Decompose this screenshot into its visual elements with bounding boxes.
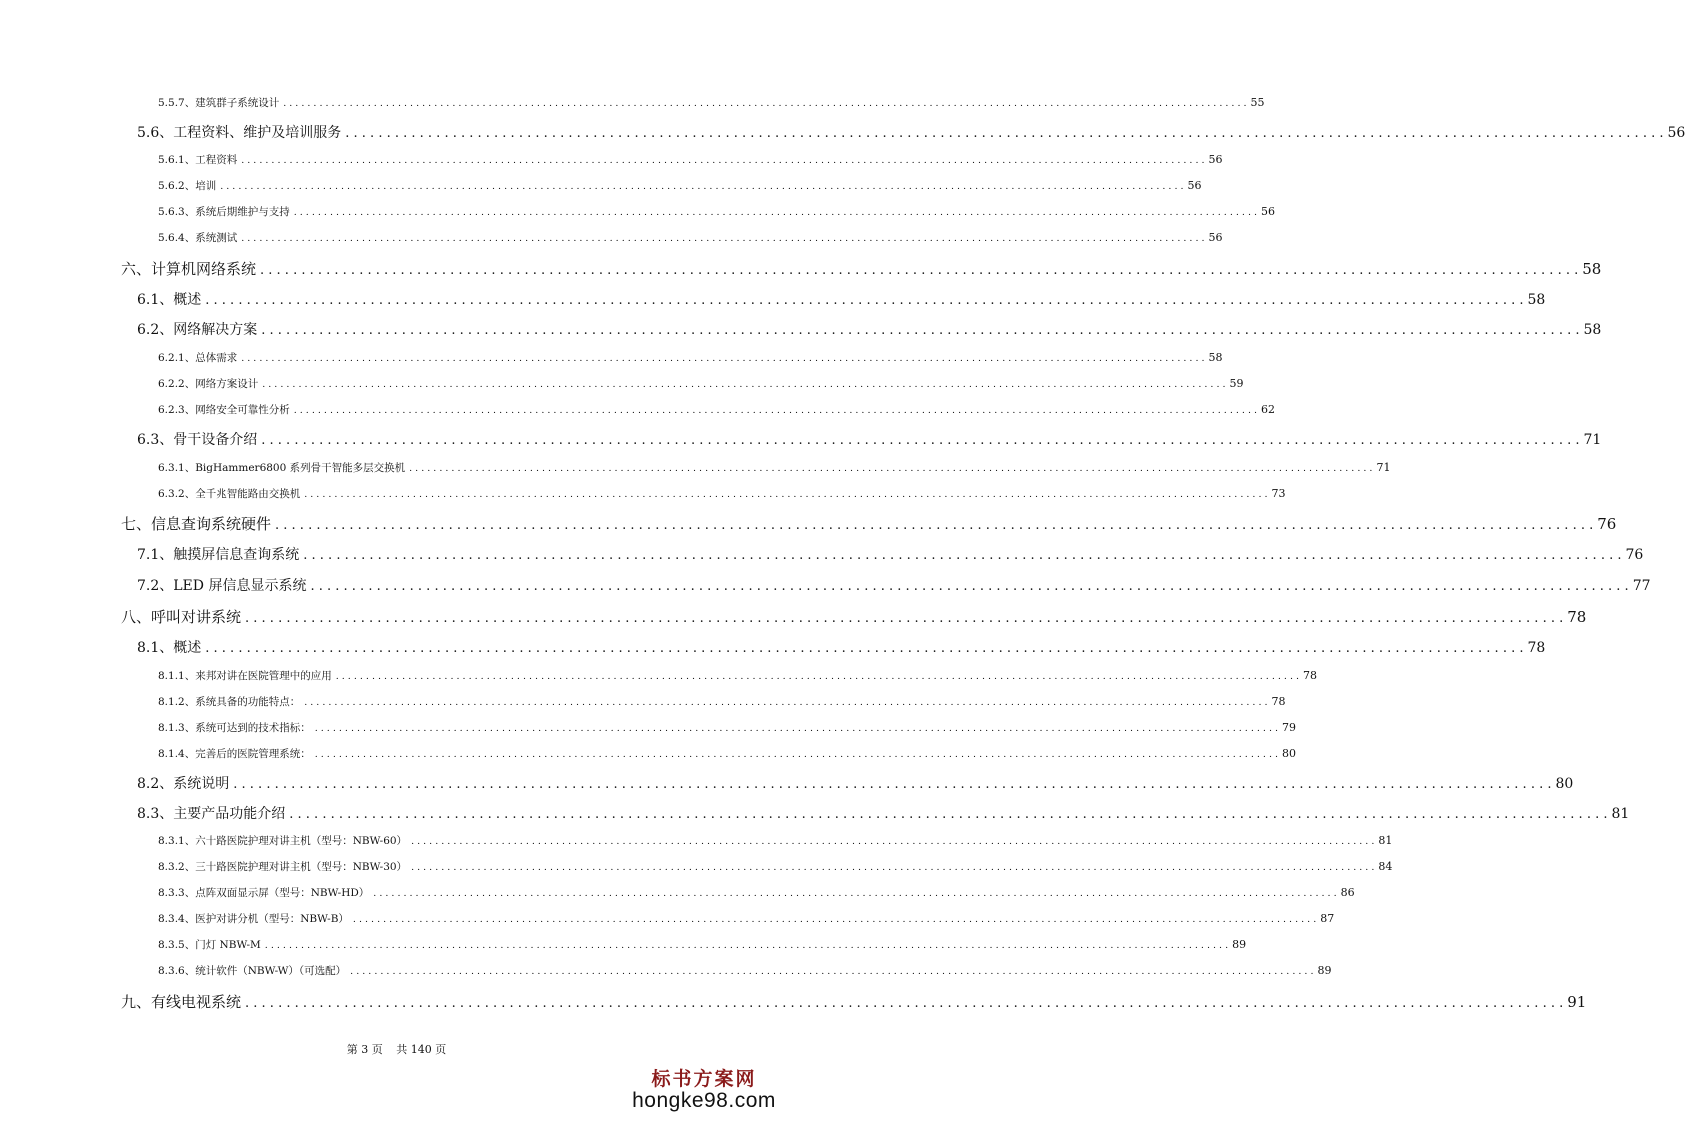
toc-entry-page: 78 bbox=[1527, 640, 1546, 656]
toc-entry-title: 5.6.2、培训 bbox=[158, 180, 217, 192]
toc-entry-title: 6.2.1、总体需求 bbox=[158, 352, 238, 364]
toc-entry-page: 81 bbox=[1611, 806, 1630, 822]
toc-entry-page: 76 bbox=[1597, 515, 1617, 533]
toc-entry-title: 8.3.1、六十路医院护理对讲主机（型号：NBW-60） bbox=[158, 835, 408, 847]
toc-dot-leader: . . . . . . . . . . . . . . . . . . . . . . . . . . . . . . . . . . . . . . . . . . . . . . . . . . . . . . . . . . . . . . . . . . . . . . . . . . . . . . . . . . . . . . . . . . . . . . . . . . . . . . . . . . . . . . . . . . . . . . . . . . . . . . . . . . . . . . . . . . . . . . . . . . . . . . . . . . . . . . . . bbox=[352, 914, 1317, 925]
toc-entry[interactable] bbox=[158, 460, 1391, 475]
toc-dot-leader: . . . . . . . . . . . . . . . . . . . . . . . . . . . . . . . . . . . . . . . . . . . . . . . . . . . . . . . . . . . . . . . . . . . . . . . . . . . . . . . . . . . . . . . . . . . . . . . . . . . . . . . . . . . . . . . . . . . . . . . . . . . . . . . . . . . . . . . . . . . . . . . . . . . . . . . . . . . . . . . . bbox=[275, 518, 1594, 533]
toc-dot-leader: . . . . . . . . . . . . . . . . . . . . . . . . . . . . . . . . . . . . . . . . . . . . . . . . . . . . . . . . . . . . . . . . . . . . . . . . . . . . . . . . . . . . . . . . . . . . . . . . . . . . . . . . . . . . . . . . . . . . . . . . . . . . . . . . . . . . . . . . . . . . . . . . . . . . . . . . . . . . . . . . bbox=[245, 996, 1564, 1011]
toc-entry-page: 80 bbox=[1555, 776, 1574, 792]
toc-entry[interactable] bbox=[158, 350, 1223, 365]
toc-entry-page: 86 bbox=[1340, 886, 1355, 899]
toc-entry-page: 81 bbox=[1378, 834, 1393, 847]
toc-entry-title: 5.6.1、工程资料 bbox=[158, 154, 238, 166]
toc-entry[interactable] bbox=[158, 911, 1335, 926]
toc-dot-leader: . . . . . . . . . . . . . . . . . . . . . . . . . . . . . . . . . . . . . . . . . . . . . . . . . . . . . . . . . . . . . . . . . . . . . . . . . . . . . . . . . . . . . . . . . . . . . . . . . . . . . . . . . . . . . . . . . . . . . . . . . . . . . . . . . . . . . . . . . . . . . . . . . . . . . . . . . . . . . . . . bbox=[289, 807, 1608, 822]
toc-entry[interactable] bbox=[137, 544, 1644, 564]
toc-entry-page: 71 bbox=[1583, 432, 1602, 448]
toc-entry-title: 6.2.3、网络安全可靠性分析 bbox=[158, 404, 290, 416]
toc-entry-page: 77 bbox=[1632, 578, 1651, 594]
toc-entry[interactable] bbox=[121, 991, 1587, 1012]
toc-entry-title: 5.6.3、系统后期维护与支持 bbox=[158, 206, 290, 218]
toc-entry[interactable] bbox=[158, 859, 1393, 874]
toc-entry[interactable] bbox=[158, 694, 1286, 709]
toc-entry-page: 78 bbox=[1303, 669, 1318, 682]
toc-dot-leader: . . . . . . . . . . . . . . . . . . . . . . . . . . . . . . . . . . . . . . . . . . . . . . . . . . . . . . . . . . . . . . . . . . . . . . . . . . . . . . . . . . . . . . . . . . . . . . . . . . . . . . . . . . . . . . . . . . . . . . . . . . . . . . . . . . . . . . . . . . . . . . . . . . . . . . . . . . . . . . . . bbox=[241, 233, 1205, 244]
page-number: 第 3 页 bbox=[346, 1043, 383, 1056]
toc-entry-title: 8.3.4、医护对讲分机（型号：NBW-B） bbox=[158, 913, 349, 925]
toc-dot-leader: . . . . . . . . . . . . . . . . . . . . . . . . . . . . . . . . . . . . . . . . . . . . . . . . . . . . . . . . . . . . . . . . . . . . . . . . . . . . . . . . . . . . . . . . . . . . . . . . . . . . . . . . . . . . . . . . . . . . . . . . . . . . . . . . . . . . . . . . . . . . . . . . . . . . . . . . . . . . . . . . bbox=[220, 181, 1184, 192]
toc-dot-leader: . . . . . . . . . . . . . . . . . . . . . . . . . . . . . . . . . . . . . . . . . . . . . . . . . . . . . . . . . . . . . . . . . . . . . . . . . . . . . . . . . . . . . . . . . . . . . . . . . . . . . . . . . . . . . . . . . . . . . . . . . . . . . . . . . . . . . . . . . . . . . . . . . . . . . . . . . . . . . . . . bbox=[233, 777, 1552, 792]
toc-entry[interactable] bbox=[158, 230, 1223, 245]
toc-dot-leader: . . . . . . . . . . . . . . . . . . . . . . . . . . . . . . . . . . . . . . . . . . . . . . . . . . . . . . . . . . . . . . . . . . . . . . . . . . . . . . . . . . . . . . . . . . . . . . . . . . . . . . . . . . . . . . . . . . . . . . . . . . . . . . . . . . . . . . . . . . . . . . . . . . . . . . . . . . . . . . . . bbox=[304, 489, 1268, 500]
toc-entry-title: 8.3.5、门灯 NBW-M bbox=[158, 939, 261, 951]
toc-entry[interactable] bbox=[158, 204, 1276, 219]
toc-entry-page: 84 bbox=[1378, 860, 1393, 873]
toc-entry-title: 7.1、触摸屏信息查询系统 bbox=[137, 547, 300, 563]
toc-entry-page: 59 bbox=[1229, 377, 1244, 390]
toc-entry-page: 89 bbox=[1317, 964, 1332, 977]
toc-entry-title: 九、有线电视系统 bbox=[121, 993, 242, 1011]
toc-entry[interactable] bbox=[158, 486, 1286, 501]
toc-entry-title: 5.6.4、系统测试 bbox=[158, 232, 238, 244]
toc-entry[interactable] bbox=[158, 178, 1202, 193]
toc-entry-page: 62 bbox=[1261, 403, 1276, 416]
page-footer bbox=[0, 1041, 793, 1057]
toc-dot-leader: . . . . . . . . . . . . . . . . . . . . . . . . . . . . . . . . . . . . . . . . . . . . . . . . . . . . . . . . . . . . . . . . . . . . . . . . . . . . . . . . . . . . . . . . . . . . . . . . . . . . . . . . . . . . . . . . . . . . . . . . . . . . . . . . . . . . . . . . . . . . . . . . . . . . . . . . . . . . . . . . bbox=[411, 862, 1375, 873]
toc-entry-title: 8.1.4、完善后的医院管理系统： bbox=[158, 748, 311, 760]
toc-entry-title: 8.1、概述 bbox=[137, 640, 202, 656]
toc-entry-page: 58 bbox=[1527, 292, 1546, 308]
toc-entry-title: 八、呼叫对讲系统 bbox=[121, 608, 242, 626]
toc-entry[interactable] bbox=[158, 885, 1355, 900]
toc-entry[interactable] bbox=[158, 376, 1244, 391]
toc-entry-title: 5.6、工程资料、维护及培训服务 bbox=[137, 125, 342, 141]
toc-entry-page: 58 bbox=[1582, 260, 1602, 278]
toc-dot-leader: . . . . . . . . . . . . . . . . . . . . . . . . . . . . . . . . . . . . . . . . . . . . . . . . . . . . . . . . . . . . . . . . . . . . . . . . . . . . . . . . . . . . . . . . . . . . . . . . . . . . . . . . . . . . . . . . . . . . . . . . . . . . . . . . . . . . . . . . . . . . . . . . . . . . . . . . . . . . . . . . bbox=[241, 353, 1205, 364]
toc-dot-leader: . . . . . . . . . . . . . . . . . . . . . . . . . . . . . . . . . . . . . . . . . . . . . . . . . . . . . . . . . . . . . . . . . . . . . . . . . . . . . . . . . . . . . . . . . . . . . . . . . . . . . . . . . . . . . . . . . . . . . . . . . . . . . . . . . . . . . . . . . . . . . . . . . . . . . . . . . . . . . . . . bbox=[261, 433, 1580, 448]
toc-entry[interactable] bbox=[158, 95, 1265, 110]
toc-entry-page: 56 bbox=[1208, 231, 1223, 244]
toc-dot-leader: . . . . . . . . . . . . . . . . . . . . . . . . . . . . . . . . . . . . . . . . . . . . . . . . . . . . . . . . . . . . . . . . . . . . . . . . . . . . . . . . . . . . . . . . . . . . . . . . . . . . . . . . . . . . . . . . . . . . . . . . . . . . . . . . . . . . . . . . . . . . . . . . . . . . . . . . . . . . . . . . bbox=[373, 888, 1337, 899]
toc-dot-leader: . . . . . . . . . . . . . . . . . . . . . . . . . . . . . . . . . . . . . . . . . . . . . . . . . . . . . . . . . . . . . . . . . . . . . . . . . . . . . . . . . . . . . . . . . . . . . . . . . . . . . . . . . . . . . . . . . . . . . . . . . . . . . . . . . . . . . . . . . . . . . . . . . . . . . . . . . . . . . . . . bbox=[350, 966, 1314, 977]
toc-dot-leader: . . . . . . . . . . . . . . . . . . . . . . . . . . . . . . . . . . . . . . . . . . . . . . . . . . . . . . . . . . . . . . . . . . . . . . . . . . . . . . . . . . . . . . . . . . . . . . . . . . . . . . . . . . . . . . . . . . . . . . . . . . . . . . . . . . . . . . . . . . . . . . . . . . . . . . . . . . . . . . . . bbox=[293, 405, 1258, 416]
toc-dot-leader: . . . . . . . . . . . . . . . . . . . . . . . . . . . . . . . . . . . . . . . . . . . . . . . . . . . . . . . . . . . . . . . . . . . . . . . . . . . . . . . . . . . . . . . . . . . . . . . . . . . . . . . . . . . . . . . . . . . . . . . . . . . . . . . . . . . . . . . . . . . . . . . . . . . . . . . . . . . . . . . . bbox=[335, 671, 1300, 682]
toc-dot-leader: . . . . . . . . . . . . . . . . . . . . . . . . . . . . . . . . . . . . . . . . . . . . . . . . . . . . . . . . . . . . . . . . . . . . . . . . . . . . . . . . . . . . . . . . . . . . . . . . . . . . . . . . . . . . . . . . . . . . . . . . . . . . . . . . . . . . . . . . . . . . . . . . . . . . . . . . . . . . . . . . bbox=[205, 641, 1524, 656]
toc-entry[interactable] bbox=[158, 937, 1247, 952]
toc-dot-leader: . . . . . . . . . . . . . . . . . . . . . . . . . . . . . . . . . . . . . . . . . . . . . . . . . . . . . . . . . . . . . . . . . . . . . . . . . . . . . . . . . . . . . . . . . . . . . . . . . . . . . . . . . . . . . . . . . . . . . . . . . . . . . . . . . . . . . . . . . . . . . . . . . . . . . . . . . . . . . . . . bbox=[409, 463, 1373, 474]
toc-entry-page: 79 bbox=[1282, 721, 1297, 734]
toc-entry-page: 56 bbox=[1261, 205, 1276, 218]
toc-entry-page: 87 bbox=[1320, 912, 1335, 925]
watermark-logo bbox=[629, 1064, 779, 1113]
toc-entry-title: 七、信息查询系统硬件 bbox=[121, 515, 272, 533]
toc-entry-title: 六、计算机网络系统 bbox=[121, 260, 257, 278]
toc-entry[interactable] bbox=[137, 575, 1651, 595]
toc-dot-leader: . . . . . . . . . . . . . . . . . . . . . . . . . . . . . . . . . . . . . . . . . . . . . . . . . . . . . . . . . . . . . . . . . . . . . . . . . . . . . . . . . . . . . . . . . . . . . . . . . . . . . . . . . . . . . . . . . . . . . . . . . . . . . . . . . . . . . . . . . . . . . . . . . . . . . . . . . . . . . . . . bbox=[314, 749, 1279, 760]
toc-entry-page: 58 bbox=[1583, 322, 1602, 338]
toc-entry[interactable] bbox=[121, 258, 1602, 279]
toc-entry-title: 8.3.2、三十路医院护理对讲主机（型号：NBW-30） bbox=[158, 861, 408, 873]
toc-entry[interactable] bbox=[137, 122, 1685, 142]
toc-entry[interactable] bbox=[158, 833, 1393, 848]
toc-entry[interactable] bbox=[137, 429, 1602, 449]
toc-entry[interactable] bbox=[137, 637, 1546, 657]
toc-entry-title: 7.2、LED 屏信息显示系统 bbox=[137, 578, 307, 594]
toc-entry-title: 8.2、系统说明 bbox=[137, 776, 230, 792]
toc-entry-title: 6.3.1、BigHammer6800 系列骨干智能多层交换机 bbox=[158, 462, 406, 474]
toc-entry-title: 5.5.7、建筑群子系统设计 bbox=[158, 97, 280, 109]
toc-entry[interactable] bbox=[158, 402, 1276, 417]
toc-entry[interactable] bbox=[137, 773, 1574, 793]
toc-dot-leader: . . . . . . . . . . . . . . . . . . . . . . . . . . . . . . . . . . . . . . . . . . . . . . . . . . . . . . . . . . . . . . . . . . . . . . . . . . . . . . . . . . . . . . . . . . . . . . . . . . . . . . . . . . . . . . . . . . . . . . . . . . . . . . . . . . . . . . . . . . . . . . . . . . . . . . . . . . . . . . . . bbox=[411, 836, 1375, 847]
toc-entry-page: 55 bbox=[1250, 96, 1265, 109]
toc-dot-leader: . . . . . . . . . . . . . . . . . . . . . . . . . . . . . . . . . . . . . . . . . . . . . . . . . . . . . . . . . . . . . . . . . . . . . . . . . . . . . . . . . . . . . . . . . . . . . . . . . . . . . . . . . . . . . . . . . . . . . . . . . . . . . . . . . . . . . . . . . . . . . . . . . . . . . . . . . . . . . . . . bbox=[261, 323, 1580, 338]
toc-entry[interactable] bbox=[137, 803, 1630, 823]
toc-entry-title: 6.3、骨干设备介绍 bbox=[137, 432, 258, 448]
toc-entry-title: 6.2.2、网络方案设计 bbox=[158, 378, 259, 390]
toc-entry-page: 89 bbox=[1232, 938, 1247, 951]
toc-entry[interactable] bbox=[158, 746, 1297, 761]
toc-entry-title: 6.3.2、全千兆智能路由交换机 bbox=[158, 488, 301, 500]
toc-entry[interactable] bbox=[158, 152, 1223, 167]
toc-entry-page: 80 bbox=[1282, 747, 1297, 760]
toc-entry[interactable] bbox=[121, 513, 1617, 534]
toc-dot-leader: . . . . . . . . . . . . . . . . . . . . . . . . . . . . . . . . . . . . . . . . . . . . . . . . . . . . . . . . . . . . . . . . . . . . . . . . . . . . . . . . . . . . . . . . . . . . . . . . . . . . . . . . . . . . . . . . . . . . . . . . . . . . . . . . . . . . . . . . . . . . . . . . . . . . . . . . . . . . . . . . bbox=[345, 126, 1664, 141]
toc-entry-page: 73 bbox=[1271, 487, 1286, 500]
watermark-url: hongke98.com bbox=[632, 1089, 776, 1112]
toc-entry[interactable] bbox=[158, 668, 1318, 683]
toc-entry-title: 8.3.3、点阵双面显示屏（型号：NBW-HD） bbox=[158, 887, 370, 899]
toc-dot-leader: . . . . . . . . . . . . . . . . . . . . . . . . . . . . . . . . . . . . . . . . . . . . . . . . . . . . . . . . . . . . . . . . . . . . . . . . . . . . . . . . . . . . . . . . . . . . . . . . . . . . . . . . . . . . . . . . . . . . . . . . . . . . . . . . . . . . . . . . . . . . . . . . . . . . . . . . . . . . . . . . bbox=[310, 579, 1629, 594]
toc-dot-leader: . . . . . . . . . . . . . . . . . . . . . . . . . . . . . . . . . . . . . . . . . . . . . . . . . . . . . . . . . . . . . . . . . . . . . . . . . . . . . . . . . . . . . . . . . . . . . . . . . . . . . . . . . . . . . . . . . . . . . . . . . . . . . . . . . . . . . . . . . . . . . . . . . . . . . . . . . . . . . . . . bbox=[303, 548, 1622, 563]
toc-dot-leader: . . . . . . . . . . . . . . . . . . . . . . . . . . . . . . . . . . . . . . . . . . . . . . . . . . . . . . . . . . . . . . . . . . . . . . . . . . . . . . . . . . . . . . . . . . . . . . . . . . . . . . . . . . . . . . . . . . . . . . . . . . . . . . . . . . . . . . . . . . . . . . . . . . . . . . . . . . . . . . . . bbox=[245, 611, 1564, 626]
toc-dot-leader: . . . . . . . . . . . . . . . . . . . . . . . . . . . . . . . . . . . . . . . . . . . . . . . . . . . . . . . . . . . . . . . . . . . . . . . . . . . . . . . . . . . . . . . . . . . . . . . . . . . . . . . . . . . . . . . . . . . . . . . . . . . . . . . . . . . . . . . . . . . . . . . . . . . . . . . . . . . . . . . . bbox=[283, 98, 1247, 109]
toc-dot-leader: . . . . . . . . . . . . . . . . . . . . . . . . . . . . . . . . . . . . . . . . . . . . . . . . . . . . . . . . . . . . . . . . . . . . . . . . . . . . . . . . . . . . . . . . . . . . . . . . . . . . . . . . . . . . . . . . . . . . . . . . . . . . . . . . . . . . . . . . . . . . . . . . . . . . . . . . . . . . . . . . bbox=[264, 940, 1229, 951]
toc-dot-leader: . . . . . . . . . . . . . . . . . . . . . . . . . . . . . . . . . . . . . . . . . . . . . . . . . . . . . . . . . . . . . . . . . . . . . . . . . . . . . . . . . . . . . . . . . . . . . . . . . . . . . . . . . . . . . . . . . . . . . . . . . . . . . . . . . . . . . . . . . . . . . . . . . . . . . . . . . . . . . . . . bbox=[260, 263, 1579, 278]
toc-entry-page: 58 bbox=[1208, 351, 1223, 364]
toc-entry-title: 8.1.1、来邦对讲在医院管理中的应用 bbox=[158, 670, 332, 682]
toc-entry-page: 91 bbox=[1567, 993, 1587, 1011]
toc-entry-page: 78 bbox=[1271, 695, 1286, 708]
toc-dot-leader: . . . . . . . . . . . . . . . . . . . . . . . . . . . . . . . . . . . . . . . . . . . . . . . . . . . . . . . . . . . . . . . . . . . . . . . . . . . . . . . . . . . . . . . . . . . . . . . . . . . . . . . . . . . . . . . . . . . . . . . . . . . . . . . . . . . . . . . . . . . . . . . . . . . . . . . . . . . . . . . . bbox=[314, 723, 1279, 734]
toc-entry[interactable] bbox=[158, 963, 1332, 978]
toc-entry[interactable] bbox=[121, 606, 1587, 627]
toc-entry-title: 8.3、主要产品功能介绍 bbox=[137, 806, 286, 822]
toc-entry-page: 56 bbox=[1187, 179, 1202, 192]
toc-entry[interactable] bbox=[137, 289, 1546, 309]
toc-entry[interactable] bbox=[137, 319, 1602, 339]
toc-dot-leader: . . . . . . . . . . . . . . . . . . . . . . . . . . . . . . . . . . . . . . . . . . . . . . . . . . . . . . . . . . . . . . . . . . . . . . . . . . . . . . . . . . . . . . . . . . . . . . . . . . . . . . . . . . . . . . . . . . . . . . . . . . . . . . . . . . . . . . . . . . . . . . . . . . . . . . . . . . . . . . . . bbox=[304, 697, 1268, 708]
toc-entry-title: 6.2、网络解决方案 bbox=[137, 322, 258, 338]
toc-entry-page: 71 bbox=[1376, 461, 1391, 474]
toc-dot-leader: . . . . . . . . . . . . . . . . . . . . . . . . . . . . . . . . . . . . . . . . . . . . . . . . . . . . . . . . . . . . . . . . . . . . . . . . . . . . . . . . . . . . . . . . . . . . . . . . . . . . . . . . . . . . . . . . . . . . . . . . . . . . . . . . . . . . . . . . . . . . . . . . . . . . . . . . . . . . . . . . bbox=[293, 207, 1258, 218]
toc-entry-page: 78 bbox=[1567, 608, 1587, 626]
toc-dot-leader: . . . . . . . . . . . . . . . . . . . . . . . . . . . . . . . . . . . . . . . . . . . . . . . . . . . . . . . . . . . . . . . . . . . . . . . . . . . . . . . . . . . . . . . . . . . . . . . . . . . . . . . . . . . . . . . . . . . . . . . . . . . . . . . . . . . . . . . . . . . . . . . . . . . . . . . . . . . . . . . . bbox=[262, 379, 1226, 390]
toc-dot-leader: . . . . . . . . . . . . . . . . . . . . . . . . . . . . . . . . . . . . . . . . . . . . . . . . . . . . . . . . . . . . . . . . . . . . . . . . . . . . . . . . . . . . . . . . . . . . . . . . . . . . . . . . . . . . . . . . . . . . . . . . . . . . . . . . . . . . . . . . . . . . . . . . . . . . . . . . . . . . . . . . bbox=[241, 155, 1205, 166]
page-total: 共 140 页 bbox=[396, 1043, 447, 1056]
toc-entry-title: 8.1.2、系统具备的功能特点： bbox=[158, 696, 301, 708]
toc-entry[interactable] bbox=[158, 720, 1297, 735]
watermark-title: 标书方案网 bbox=[651, 1068, 757, 1090]
toc-entry-title: 8.3.6、统计软件（NBW-W）（可选配） bbox=[158, 965, 347, 977]
toc-entry-page: 56 bbox=[1208, 153, 1223, 166]
toc-dot-leader: . . . . . . . . . . . . . . . . . . . . . . . . . . . . . . . . . . . . . . . . . . . . . . . . . . . . . . . . . . . . . . . . . . . . . . . . . . . . . . . . . . . . . . . . . . . . . . . . . . . . . . . . . . . . . . . . . . . . . . . . . . . . . . . . . . . . . . . . . . . . . . . . . . . . . . . . . . . . . . . . bbox=[205, 293, 1524, 308]
toc-entry-page: 76 bbox=[1625, 547, 1644, 563]
toc-entry-page: 56 bbox=[1667, 125, 1685, 141]
toc-entry-title: 6.1、概述 bbox=[137, 292, 202, 308]
toc-entry-title: 8.1.3、系统可达到的技术指标： bbox=[158, 722, 311, 734]
